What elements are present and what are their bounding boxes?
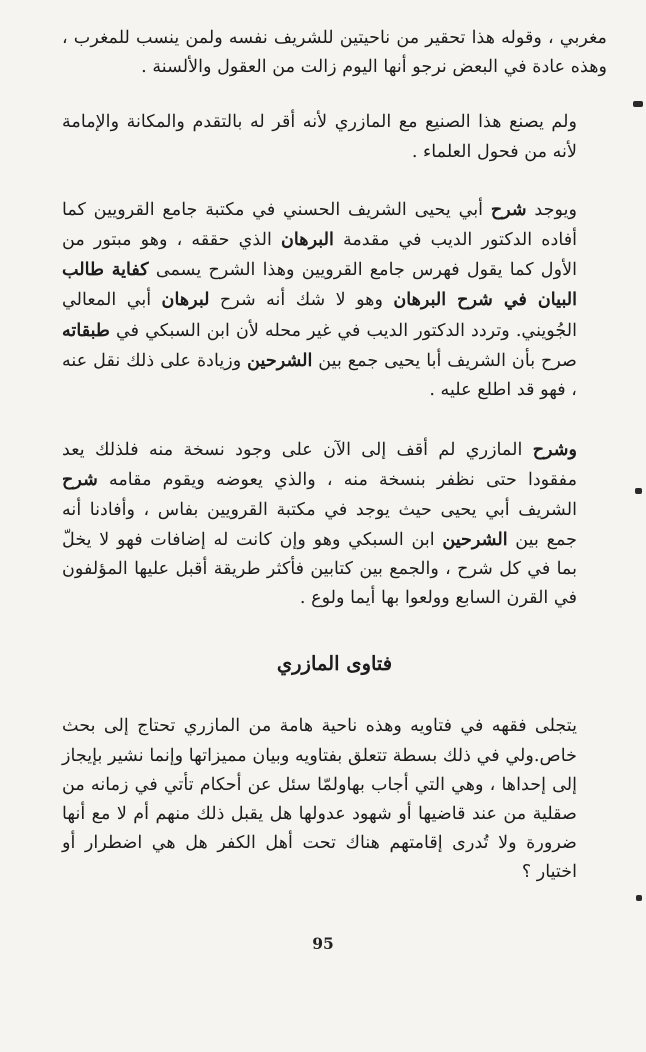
- paragraph-2: ولم يصنع هذا الصنيع مع المازري لأنه أقر له بالتقدم والمكانة والإمامة لأنه من فحول العلماء .: [62, 112, 577, 162]
- text-run: ويوجد: [526, 199, 577, 220]
- page-body: [62, 24, 607, 888]
- paragraph-4: [62, 435, 607, 613]
- bold-term: الشرحين: [442, 528, 508, 550]
- text-run: وهو لا شك أنه شرح: [209, 290, 394, 311]
- bold-term: شرح: [490, 198, 527, 220]
- scan-mark: [635, 488, 642, 494]
- bold-term: وشرح: [532, 439, 577, 461]
- text-run: أبي يحيى الشريف الحسني في مكتبة جامع القرويين كما أفاده الدكتور الديب في مقدمة: [62, 199, 578, 251]
- paragraph-1: مغربي ، وقوله هذا تحقير من ناحيتين للشريف نفسه ولمن ينسب للمغرب ، وهذه عادة في البعض نرجو أنها اليوم زالت من العقول والألسنة .: [62, 28, 607, 78]
- paragraph-3: [62, 195, 607, 405]
- bold-term: البرهان: [281, 229, 334, 251]
- text-run: المازري لم أقف إلى الآن على وجود نسخة منه فلذلك يعد مفقودا حتى نظفر بنسخة منه ، والذي يعوضه ويقوم مقامه: [62, 440, 577, 491]
- text-run: الذي حققه ، وهو مبتور من الأول كما يقول فهرس جامع القرويين وهذا الشرح يسمى: [62, 230, 577, 281]
- page-number: 95: [312, 934, 334, 953]
- text-run: أبي المعالي الجُويني. وتردد الدكتور الديب في غير محله لأن ابن السبكي في: [62, 290, 577, 341]
- scan-mark: [633, 101, 643, 107]
- paragraph-5: يتجلى فقهه في فتاويه وهذه ناحية هامة من المازري تحتاج إلى بحث خاص.ولي في ذلك بسطة تتعلق بفتاويه وبيان مميزاتها وإنما نشير بإيجاز إلى إحداها ، وهي التي أجاب بهاولمّا سئل عن أحكام تأتي في زمانه من صقلية من عند قاضيها أو شهود عدولها هل يقبل ذلك منهم أم لا مع أنها ضرورة ولا تُدرى إقامتهم هناك تحت أهل الكفر هل هي اضطرار أو اختيار ؟: [62, 716, 577, 883]
- bold-term: طبقاته: [62, 319, 110, 341]
- bold-term: الشرحين: [247, 349, 313, 371]
- bold-term: لبرهان: [161, 289, 210, 311]
- text-run: وزيادة على ذلك نقل عنه ، فهو قد اطلع عليه .: [62, 350, 577, 401]
- text-run: الشريف أبي يحيى حيث يوجد في مكتبة القرويين بفاس ، وأفادنا أنه جمع بين: [62, 499, 577, 550]
- section-heading: فتاوى المازري: [276, 652, 393, 676]
- scan-mark: [636, 895, 642, 901]
- text-run: ابن السبكي وهو وإن كانت له إضافات فهو لا يخلّ بما في كل شرح ، والجمع بين كتابين فأكثر طريقة أقبل عليها المؤلفون في القرن السابع وولعوا بها أيما ولوع .: [62, 529, 577, 609]
- bold-term: كفاية طالب البيان في شرح البرهان: [62, 259, 577, 311]
- bold-term: شرح: [62, 469, 98, 491]
- text-run: صرح بأن الشريف أبا يحيى جمع بين: [312, 350, 577, 371]
